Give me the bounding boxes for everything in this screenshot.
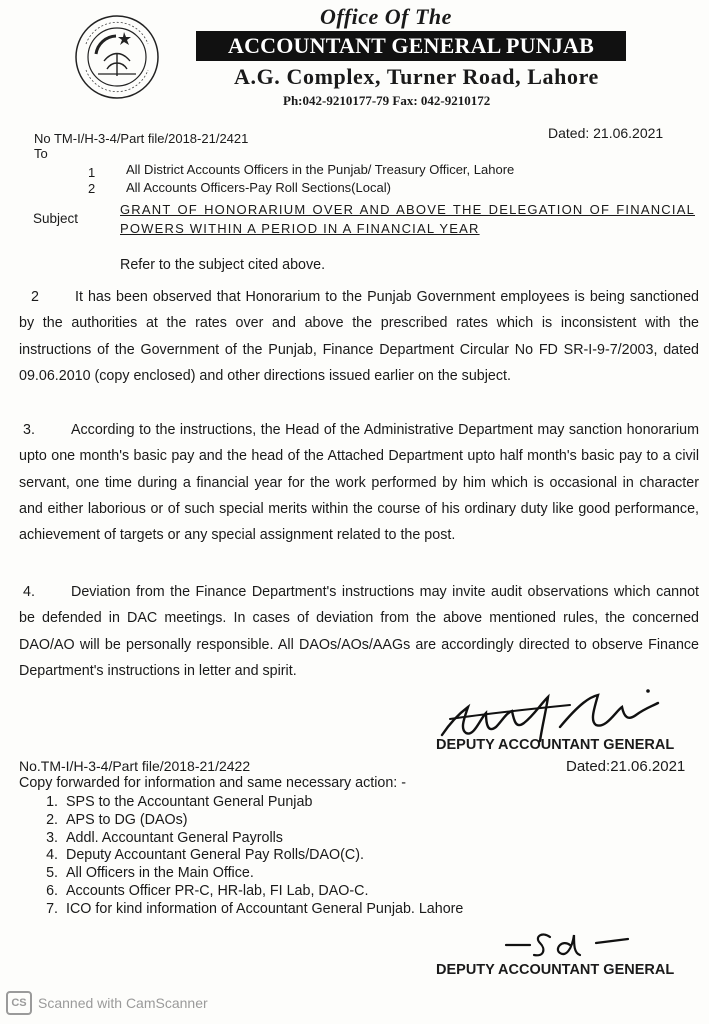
header-org-name: ACCOUNTANT GENERAL PUNJAB [196, 31, 626, 61]
paragraph-text: Deviation from the Finance Department's instructions may invite audit observations which cannot be defended in DAC meetings. In cases of deviation from the above mentioned rules, the concerned DAO/AO will be personally responsible. All DAOs/AOs/AAGs are accordingly directed to observe Finance Department's instructions in letter and spirit. [19, 584, 699, 679]
list-item [32, 901, 463, 919]
copy-dated: Dated:21.06.2021 [566, 758, 686, 775]
list-item-text: Deputy Accountant General Pay Rolls/DAO(C). [66, 847, 364, 864]
paragraph-text: According to the instructions, the Head of the Administrative Department may sanction honorarium upto one month's basic pay and the head of the Attached Department upto half month's basic pay to a civil servant, one time during a financial year for the work performed by him which is occasional in character and either laborious or of such special merits within the course of his ordinary duty like good performance, achievement of targets or any special assignment related to the post. [19, 422, 699, 544]
addressee-number: 2 [88, 181, 96, 196]
list-item-number: 2. [46, 811, 58, 828]
list-item-number: 1. [46, 794, 58, 810]
addressee-number: 1 [88, 165, 96, 180]
addressee-text: All District Accounts Officers in the Punjab/ Treasury Officer, Lahore [126, 162, 515, 177]
ag-punjab-emblem-icon [74, 14, 160, 100]
list-item [32, 794, 463, 812]
list-item-text: SPS to the Accountant General Punjab [66, 794, 313, 810]
list-item-number: 3. [46, 829, 58, 846]
letter-dated: Dated: 21.06.2021 [548, 125, 664, 141]
list-item-text: Accounts Officer PR-C, HR-lab, FI Lab, DAO-C. [66, 882, 369, 899]
signatory-title: DEPUTY ACCOUNTANT GENERAL [436, 737, 675, 753]
copy-forwarded-line: Copy forwarded for information and same necessary action: - [19, 775, 406, 791]
watermark-text: Scanned with CamScanner [38, 995, 208, 1011]
list-item [32, 883, 463, 901]
signature-image [430, 683, 670, 745]
list-item-number: 5. [46, 865, 58, 882]
letter-number: No TM-I/H-3-4/Part file/2018-21/2421 [34, 131, 249, 146]
list-item [32, 865, 463, 883]
list-item-text: All Officers in the Main Office. [66, 865, 254, 882]
paragraph-number: 2 [31, 289, 39, 305]
list-item-text: ICO for kind information of Accountant General Punjab. Lahore [66, 900, 464, 917]
list-item-text: Addl. Accountant General Payrolls [66, 829, 283, 846]
copy-recipient-list [32, 794, 463, 919]
to-label: To [34, 146, 48, 161]
paragraph [19, 284, 699, 389]
header-office-of: Office Of The [320, 4, 452, 29]
addressee-text: All Accounts Officers-Pay Roll Sections(Local) [126, 180, 391, 195]
signatory-title: DEPUTY ACCOUNTANT GENERAL [436, 962, 675, 978]
signature-image [500, 915, 650, 965]
subject-text: GRANT OF HONORARIUM OVER AND ABOVE THE DELEGATION OF FINANCIAL POWERS WITHIN A PERIOD IN A FINANCIAL YEAR [120, 202, 695, 236]
list-item-text: APS to DG (DAOs) [66, 811, 188, 828]
camscanner-icon: CS [6, 991, 32, 1015]
list-item [32, 830, 463, 848]
paragraph-number: 3. [23, 422, 35, 438]
copy-letter-number: No.TM-I/H-3-4/Part file/2018-21/2422 [19, 758, 251, 774]
paragraph [19, 417, 699, 548]
list-item-number: 4. [46, 847, 58, 864]
paragraph [19, 579, 699, 684]
paragraph-number: 4. [23, 584, 35, 600]
list-item-number: 7. [46, 900, 58, 917]
camscanner-watermark [6, 991, 208, 1015]
refer-line: Refer to the subject cited above. [120, 257, 326, 273]
list-item [32, 847, 463, 865]
subject-label: Subject [33, 211, 79, 226]
header-address: A.G. Complex, Turner Road, Lahore [234, 64, 599, 89]
header-phone: Ph:042-9210177-79 Fax: 042-9210172 [283, 93, 491, 108]
paragraph-text: It has been observed that Honorarium to the Punjab Government employees is being sanctioned by the authorities at the rates over and above the prescribed rates which is inconsistent with the instructions of the Government of the Punjab, Finance Department Circular No FD SR-I-9-7/2003, dated 09.06.2010 (copy enclosed) and other directions issued earlier on the subject. [19, 289, 699, 384]
list-item-number: 6. [46, 882, 58, 899]
list-item [32, 812, 463, 830]
